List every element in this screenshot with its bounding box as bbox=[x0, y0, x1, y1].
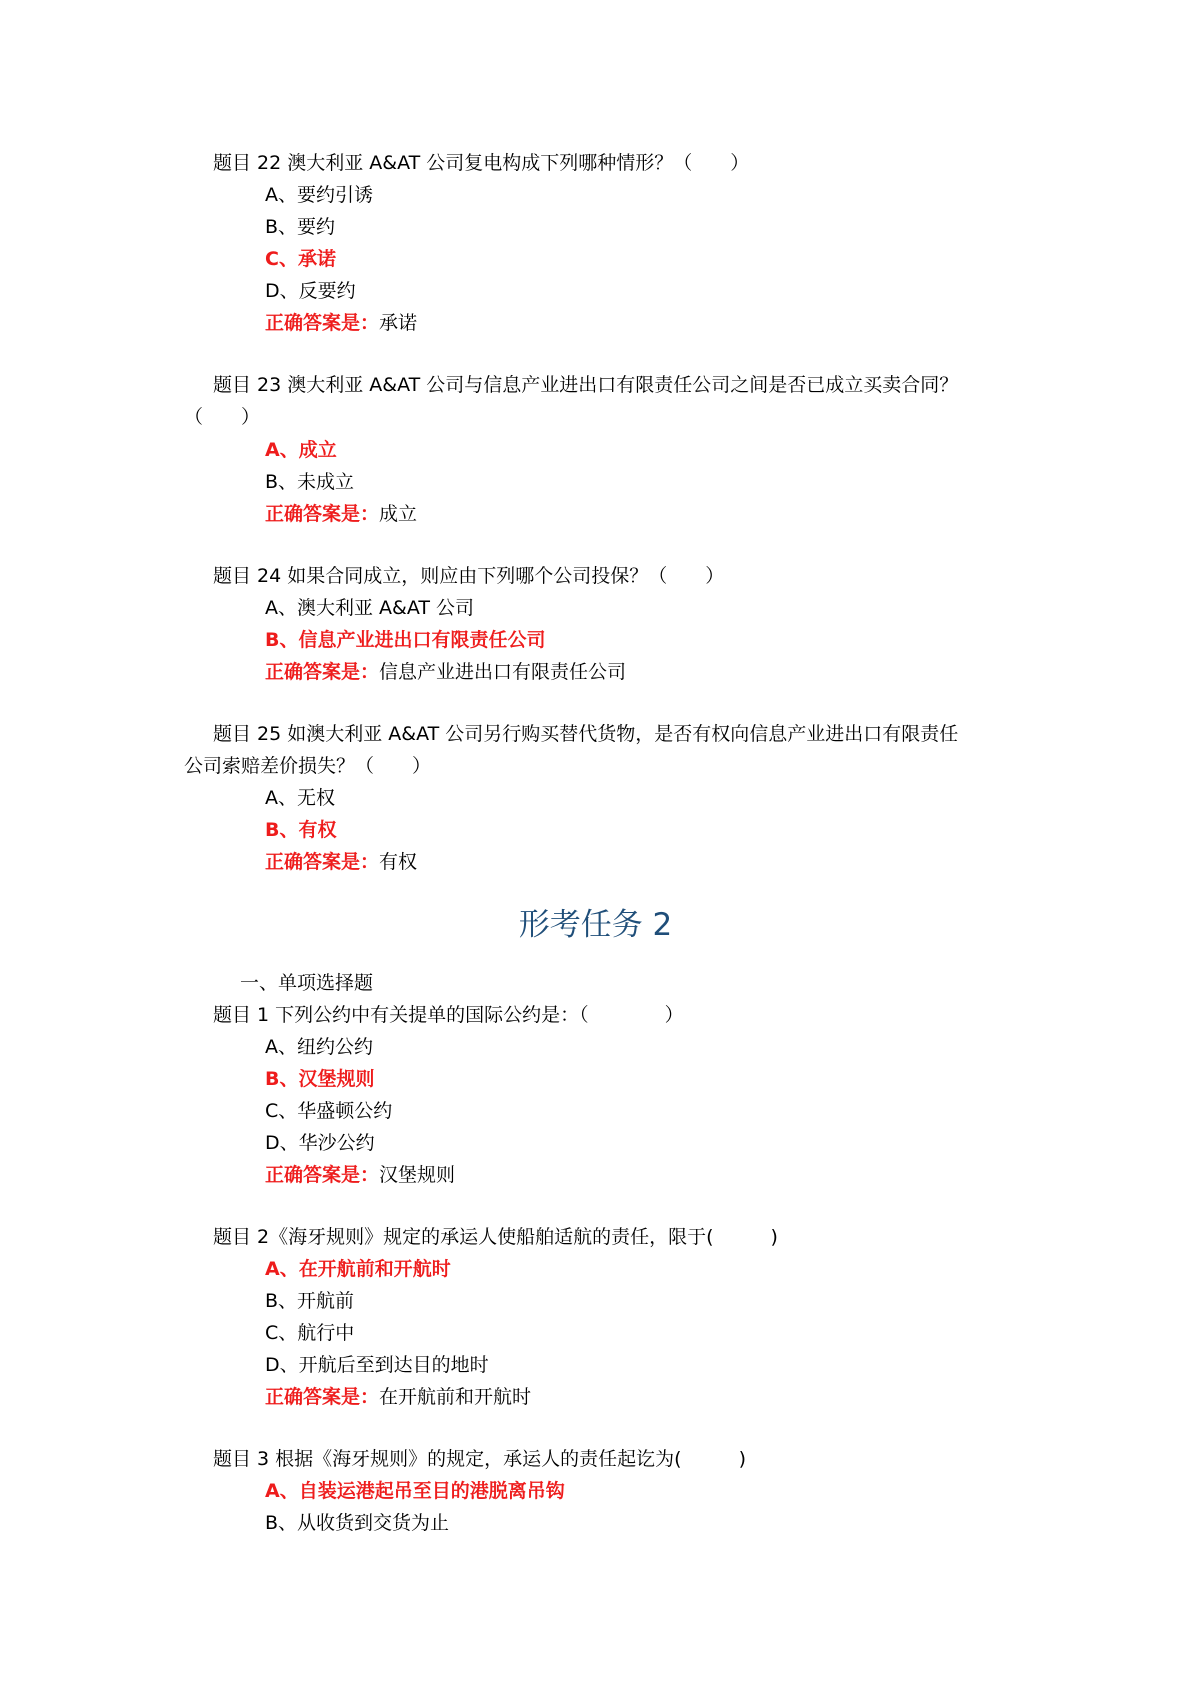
question-25-option-a: A、无权 bbox=[265, 787, 335, 809]
answer-value: 成立 bbox=[379, 503, 418, 525]
question-22-option-a: A、要约引诱 bbox=[265, 184, 373, 206]
question-23-answer bbox=[265, 501, 417, 527]
question-22-option-d: D、反要约 bbox=[265, 280, 356, 302]
question-24-option-a: A、澳大利亚 A&AT 公司 bbox=[265, 597, 475, 619]
s2-question-1-answer bbox=[265, 1162, 455, 1188]
question-24-title: 题目 24 如果合同成立，则应由下列哪个公司投保？（ ） bbox=[213, 565, 725, 587]
answer-value: 在开航前和开航时 bbox=[379, 1386, 532, 1408]
s2-question-1-option-b: B、汉堡规则 bbox=[265, 1068, 375, 1090]
s2-question-3-option-b: B、从收货到交货为止 bbox=[265, 1512, 450, 1534]
section-heading: 形考任务 2 bbox=[518, 907, 673, 943]
answer-label: 正确答案是： bbox=[265, 312, 380, 334]
answer-label: 正确答案是： bbox=[265, 851, 380, 873]
question-22-option-c: C、承诺 bbox=[265, 248, 336, 270]
s2-question-3-title: 题目 3 根据《海牙规则》的规定，承运人的责任起讫为( ) bbox=[213, 1448, 746, 1470]
s2-question-2-option-b: B、开航前 bbox=[265, 1290, 355, 1312]
question-25-title-line2: 公司索赔差价损失？（ ） bbox=[184, 755, 432, 777]
s2-question-3-option-a: A、自装运港起吊至目的港脱离吊钩 bbox=[265, 1480, 565, 1502]
s2-question-2-answer bbox=[265, 1384, 531, 1410]
s2-question-1-option-d: D、华沙公约 bbox=[265, 1132, 375, 1154]
s2-question-2-title: 题目 2《海牙规则》规定的承运人使船舶适航的责任，限于( ) bbox=[213, 1226, 778, 1248]
question-25-title-line1: 题目 25 如澳大利亚 A&AT 公司另行购买替代货物，是否有权向信息产业进出口有限责任 bbox=[213, 723, 959, 745]
question-22-title: 题目 22 澳大利亚 A&AT 公司复电构成下列哪种情形？（ ） bbox=[213, 152, 750, 174]
s2-question-1-option-a: A、纽约公约 bbox=[265, 1036, 373, 1058]
question-24-option-b: B、信息产业进出口有限责任公司 bbox=[265, 629, 546, 651]
answer-label: 正确答案是： bbox=[265, 503, 380, 525]
question-23-option-b: B、未成立 bbox=[265, 471, 355, 493]
s2-question-1-title: 题目 1 下列公约中有关提单的国际公约是：（ ） bbox=[213, 1004, 684, 1026]
answer-label: 正确答案是： bbox=[265, 1386, 380, 1408]
s2-question-2-option-a: A、在开航前和开航时 bbox=[265, 1258, 451, 1280]
question-23-title-line2: （ ） bbox=[184, 406, 261, 428]
s2-question-2-option-d: D、开航后至到达目的地时 bbox=[265, 1354, 489, 1376]
answer-label: 正确答案是： bbox=[265, 1164, 380, 1186]
s2-question-1-option-c: C、华盛顿公约 bbox=[265, 1100, 393, 1122]
question-23-title-line1: 题目 23 澳大利亚 A&AT 公司与信息产业进出口有限责任公司之间是否已成立买卖合同？ bbox=[213, 374, 959, 396]
question-25-answer bbox=[265, 849, 417, 875]
answer-value: 信息产业进出口有限责任公司 bbox=[379, 661, 627, 683]
answer-value: 汉堡规则 bbox=[379, 1164, 456, 1186]
question-23-option-a: A、成立 bbox=[265, 439, 337, 461]
answer-value: 有权 bbox=[379, 851, 418, 873]
question-22-answer bbox=[265, 310, 417, 336]
answer-label: 正确答案是： bbox=[265, 661, 380, 683]
section-subtitle: 一、单项选择题 bbox=[240, 972, 374, 994]
question-25-option-b: B、有权 bbox=[265, 819, 337, 841]
question-22-option-b: B、要约 bbox=[265, 216, 336, 238]
question-24-answer bbox=[265, 659, 626, 685]
s2-question-2-option-c: C、航行中 bbox=[265, 1322, 355, 1344]
answer-value: 承诺 bbox=[379, 312, 418, 334]
